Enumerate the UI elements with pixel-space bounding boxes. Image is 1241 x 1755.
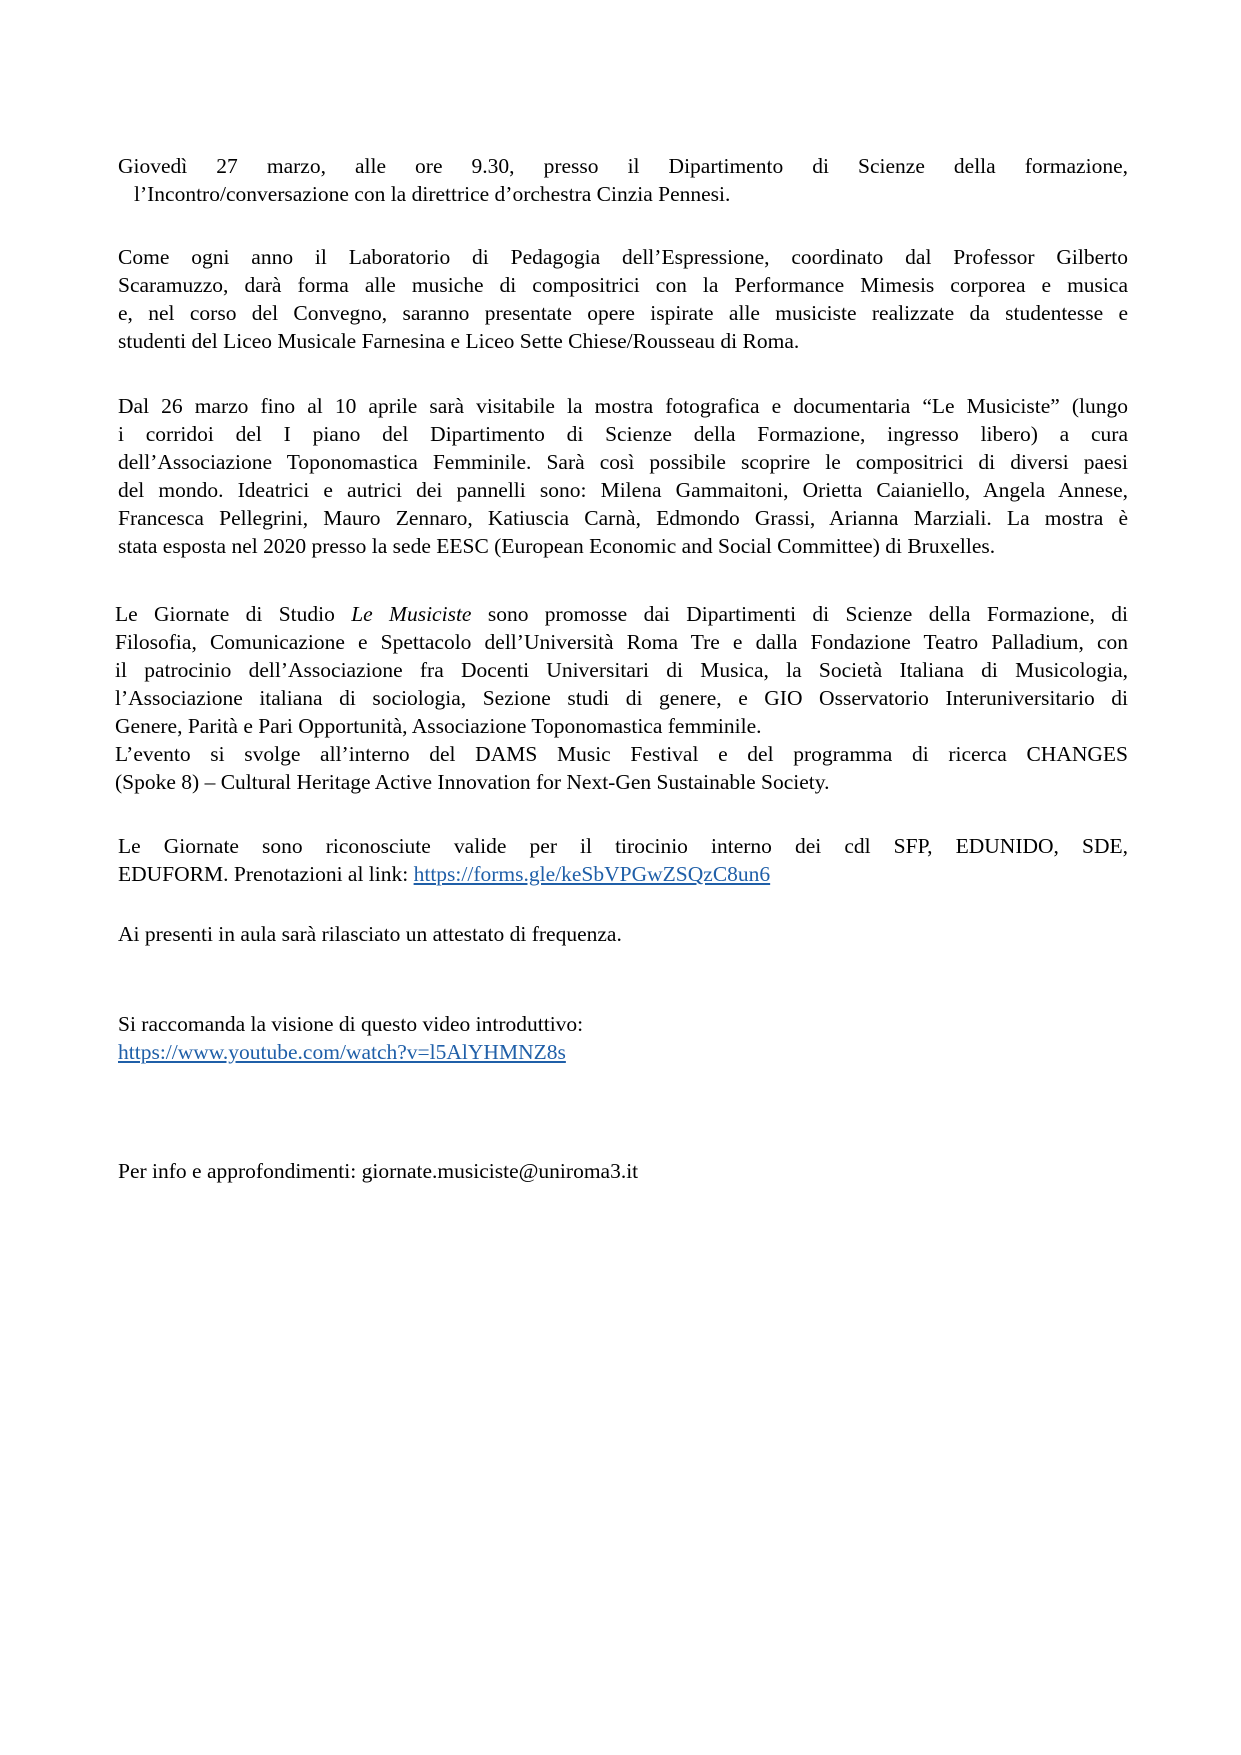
italic-title: Le Musiciste [351,602,472,626]
text-line [115,600,1128,628]
text-line: Si raccomanda la visione di questo video introduttivo: [118,1012,584,1036]
text-line: Genere, Parità e Pari Opportunità, Associazione Toponomastica femminile. [115,714,762,738]
text-line: Le Giornate sono riconosciute valide per il tirocinio interno dei cdl SFP, EDUNIDO, SDE, [118,834,1128,858]
text-segment: Le Giornate di Studio [115,602,352,626]
text-line: del mondo. Ideatrici e autrici dei pannelli sono: Milena Gammaitoni, Orietta Caianiello, Angela Annese, [118,478,1128,502]
text-line: il patrocinio dell’Associazione fra Docenti Universitari di Musica, la Società Italiana di Musicologia, [115,658,1128,682]
text-line: Dal 26 marzo fino al 10 aprile sarà visitabile la mostra fotografica e documentaria “Le Musiciste” (lungo [118,394,1128,418]
text-line: l’Incontro/conversazione con la direttrice d’orchestra Cinzia Pennesi. [134,182,731,206]
text-line: (Spoke 8) – Cultural Heritage Active Innovation for Next-Gen Sustainable Society. [115,770,830,794]
text-line: Filosofia, Comunicazione e Spettacolo dell’Università Roma Tre e dalla Fondazione Teatro Palladium, con [115,630,1128,654]
text-line: studenti del Liceo Musicale Farnesina e Liceo Sette Chiese/Rousseau di Roma. [118,329,800,353]
youtube-video-link[interactable]: https://www.youtube.com/watch?v=l5AlYHMNZ8s [118,1040,566,1064]
contact-email-text: Per info e approfondimenti: giornate.musiciste@uniroma3.it [118,1159,639,1183]
booking-form-link[interactable]: https://forms.gle/keSbVPGwZSQzC8un6 [413,862,771,886]
text-line: Come ogni anno il Laboratorio di Pedagogia dell’Espressione, coordinato dal Professor Gilberto [118,245,1128,269]
text-segment: sono promosse dai Dipartimenti di Scienze della Formazione, di [471,602,1128,626]
text-line: Francesca Pellegrini, Mauro Zennaro, Katiuscia Carnà, Edmondo Grassi, Arianna Marziali. La mostra è [118,506,1128,530]
paragraph-video [118,1010,1128,1066]
paragraph-giornate-studio [115,600,1128,796]
paragraph-mostra [118,392,1128,560]
text-line: l’Associazione italiana di sociologia, Sezione studi di genere, e GIO Osservatorio Interuniversitario di [115,686,1128,710]
text-segment: EDUFORM. Prenotazioni al link: [118,862,414,886]
paragraph-attestato [118,920,1128,948]
paragraph-laboratorio [118,243,1128,355]
text-line: Giovedì 27 marzo, alle ore 9.30, presso il Dipartimento di Scienze della formazione, [118,154,1128,178]
text-line: stata esposta nel 2020 presso la sede EESC (European Economic and Social Committee) di Bruxelles. [118,534,996,558]
text-line [118,860,1128,888]
paragraph-tirocinio [118,832,1128,888]
text-line: Scaramuzzo, darà forma alle musiche di compositrici con la Performance Mimesis corporea e musica [118,273,1128,297]
paragraph-contact [118,1157,1128,1185]
text-line: dell’Associazione Toponomastica Femminile. Sarà così possibile scoprire le compositrici di diversi paesi [118,450,1128,474]
text-line: Ai presenti in aula sarà rilasciato un attestato di frequenza. [118,922,622,946]
text-line: e, nel corso del Convegno, saranno presentate opere ispirate alle musiciste realizzate da studentesse e [118,301,1128,325]
text-line: i corridoi del I piano del Dipartimento di Scienze della Formazione, ingresso libero) a cura [118,422,1128,446]
paragraph-incontro [118,152,1128,208]
text-line: L’evento si svolge all’interno del DAMS Music Festival e del programma di ricerca CHANGES [115,742,1128,766]
text-line [118,1038,1128,1066]
